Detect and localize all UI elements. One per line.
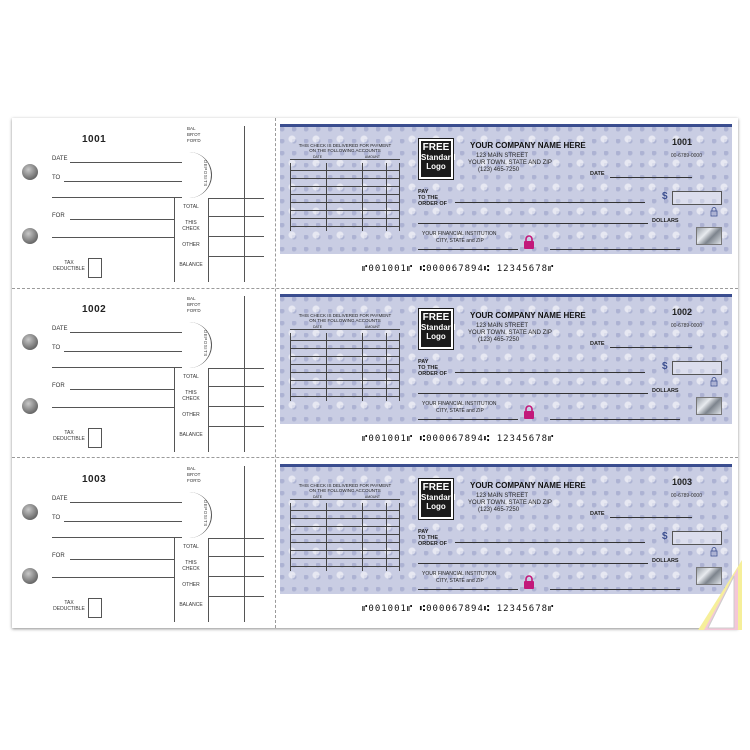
logo-line-1: FREE <box>422 312 450 323</box>
stub-other-label: OTHER <box>182 412 200 418</box>
free-standard-logo <box>419 139 456 179</box>
padlock-security-icon <box>710 377 718 387</box>
stub-divider <box>208 198 209 282</box>
check-body <box>280 124 732 254</box>
check-stub <box>12 118 274 286</box>
company-phone: (123) 465-7250 <box>478 167 520 173</box>
tax-deductible-box[interactable] <box>88 428 102 448</box>
ledger-column <box>326 503 327 571</box>
payee-line[interactable] <box>455 372 645 373</box>
date-line[interactable] <box>610 517 692 518</box>
bank-city: CITY, STATE and ZIP <box>436 578 484 584</box>
binder-hole <box>22 398 38 414</box>
binder-hole <box>22 164 38 180</box>
ledger-amount-header: AMOUNT <box>364 155 381 159</box>
company-address-2: YOUR TOWN, STATE AND ZIP <box>468 500 552 506</box>
date-label: DATE <box>590 341 605 347</box>
binder-hole <box>22 568 38 584</box>
stub-rule <box>208 576 264 577</box>
memo-line[interactable] <box>418 589 518 590</box>
logo-line-3: Logo <box>426 502 446 511</box>
logo-line-3: Logo <box>426 332 446 341</box>
logo-line-2: Standard <box>421 493 456 502</box>
company-name: YOUR COMPANY NAME HERE <box>470 311 586 320</box>
signature-line[interactable] <box>550 589 680 590</box>
check-number: 1002 <box>671 307 692 317</box>
micr-line: ⑈001001⑈ ⑆000067894⑆ 12345678⑈ <box>362 434 555 444</box>
stub-to-line[interactable] <box>64 351 182 352</box>
stub-divider <box>244 126 245 282</box>
stub-check-number: 1001 <box>82 134 107 145</box>
bank-name: YOUR FINANCIAL INSTITUTION <box>422 571 497 577</box>
stub-rule <box>208 426 264 427</box>
stub-tax-deductible-label: TAX DEDUCTIBLE <box>53 600 85 612</box>
binder-hole <box>22 228 38 244</box>
ledger-grid[interactable] <box>290 163 400 231</box>
deposits-label: DEPOSITS <box>203 330 208 357</box>
tax-deductible-box[interactable] <box>88 258 102 278</box>
stub-to-label: TO <box>52 515 61 521</box>
bank-city: CITY, STATE and ZIP <box>436 408 484 414</box>
stub-date-label: DATE <box>52 496 68 502</box>
hologram-security-icon <box>696 227 722 245</box>
stub-other-label: OTHER <box>182 582 200 588</box>
stub-to-line[interactable] <box>64 181 182 182</box>
stub-rule <box>208 198 264 199</box>
stub-for-line-2[interactable] <box>52 237 174 238</box>
amount-words-line[interactable] <box>418 223 648 224</box>
ledger <box>290 313 400 403</box>
ledger-column <box>362 333 363 401</box>
stub-for-line[interactable] <box>70 219 174 220</box>
stub-rule <box>208 556 264 557</box>
ledger-amount-header: AMOUNT <box>364 325 381 329</box>
stub-to-label: TO <box>52 175 61 181</box>
pay-to-label: PAY TO THE ORDER OF <box>418 359 448 377</box>
stub-total-label: TOTAL <box>183 544 199 550</box>
routing-fraction: 00-6789-0000 <box>670 493 702 499</box>
logo-line-2: Standard <box>421 153 456 162</box>
stub-tax-deductible-label: TAX DEDUCTIBLE <box>53 430 85 442</box>
deposits-label: DEPOSITS <box>203 160 208 187</box>
payee-line[interactable] <box>455 202 645 203</box>
payee-line[interactable] <box>455 542 645 543</box>
stub-rule <box>208 256 264 257</box>
stub-rule <box>208 406 264 407</box>
stub-date-label: DATE <box>52 156 68 162</box>
check-body <box>280 464 732 594</box>
tax-deductible-box[interactable] <box>88 598 102 618</box>
ledger-column <box>362 163 363 231</box>
ledger-header <box>290 155 400 160</box>
stub-divider <box>208 538 209 622</box>
deposits-label: DEPOSITS <box>203 500 208 527</box>
logo-line-1: FREE <box>422 482 450 493</box>
stub-tax-deductible-label: TAX DEDUCTIBLE <box>53 260 85 272</box>
logo-line-2: Standard <box>421 323 456 332</box>
stub-to-line-2[interactable] <box>52 537 182 538</box>
binder-hole <box>22 504 38 520</box>
pay-to-label: PAY TO THE ORDER OF <box>418 189 448 207</box>
company-address-1: 123 MAIN STREET <box>476 493 529 499</box>
padlock-security-icon <box>710 207 718 217</box>
stub-rule <box>208 386 264 387</box>
company-address-2: YOUR TOWN, STATE AND ZIP <box>468 160 552 166</box>
carbonless-copies-corner <box>698 560 742 630</box>
company-address-2: YOUR TOWN, STATE AND ZIP <box>468 330 552 336</box>
stub-this-check-label: THIS CHECK <box>182 390 200 402</box>
stub-for-line[interactable] <box>70 389 174 390</box>
stub-date-line[interactable] <box>70 332 182 333</box>
amount-box[interactable] <box>672 531 722 545</box>
stub-balance-label: BALANCE <box>179 262 203 268</box>
signature-line[interactable] <box>550 249 680 250</box>
company-phone: (123) 465-7250 <box>478 337 520 343</box>
stub-rule <box>208 236 264 237</box>
stub-this-check-label: THIS CHECK <box>182 560 200 572</box>
check-body <box>280 294 732 424</box>
ledger-grid[interactable] <box>290 333 400 401</box>
stub-for-line[interactable] <box>70 559 174 560</box>
stub-divider <box>174 368 175 452</box>
pay-to-label: PAY TO THE ORDER OF <box>418 529 448 547</box>
amount-words-line[interactable] <box>418 563 648 564</box>
stub-to-label: TO <box>52 345 61 351</box>
free-standard-logo <box>419 479 456 519</box>
binder-hole <box>22 334 38 350</box>
bank-name: YOUR FINANCIAL INSTITUTION <box>422 231 497 237</box>
stub-balance-label: BALANCE <box>179 432 203 438</box>
company-name: YOUR COMPANY NAME HERE <box>470 481 586 490</box>
date-label: DATE <box>590 511 605 517</box>
amount-box[interactable] <box>672 191 722 205</box>
free-standard-logo <box>419 309 456 349</box>
stub-divider <box>244 466 245 622</box>
date-line[interactable] <box>610 177 692 178</box>
company-name: YOUR COMPANY NAME HERE <box>470 141 586 150</box>
logo-line-1: FREE <box>422 142 450 153</box>
ledger-grid[interactable] <box>290 503 400 571</box>
stub-rule <box>208 596 264 597</box>
ledger-column <box>386 333 387 401</box>
white-copy <box>708 576 734 628</box>
dollars-label: DOLLARS <box>652 388 679 394</box>
ledger-date-header: DATE <box>312 325 323 329</box>
stub-rule <box>208 538 264 539</box>
company-phone: (123) 465-7250 <box>478 507 520 513</box>
stub-other-label: OTHER <box>182 242 200 248</box>
ledger-column <box>326 163 327 231</box>
memo-line[interactable] <box>418 249 518 250</box>
ledger-title: THIS CHECK IS DELIVERED FOR PAYMENT ON THE FOLLOWING ACCOUNTS <box>298 483 392 493</box>
logo-line-3: Logo <box>426 162 446 171</box>
check-stub <box>12 288 274 456</box>
stub-total-label: TOTAL <box>183 374 199 380</box>
ledger-header <box>290 495 400 500</box>
check-row <box>12 118 738 286</box>
memo-line[interactable] <box>418 419 518 420</box>
dollar-sign: $ <box>662 361 668 372</box>
lock-icon <box>522 575 536 589</box>
micr-line: ⑈001001⑈ ⑆000067894⑆ 12345678⑈ <box>362 264 555 274</box>
stub-check-number: 1002 <box>82 304 107 315</box>
stub-to-line-2[interactable] <box>52 197 182 198</box>
dollar-sign: $ <box>662 191 668 202</box>
bank-name: YOUR FINANCIAL INSTITUTION <box>422 401 497 407</box>
bal-brot-fwd-label: BAL BR'OT FOR'D <box>187 466 201 483</box>
ledger-column <box>386 503 387 571</box>
stub-for-label: FOR <box>52 553 65 559</box>
stub-rule <box>208 216 264 217</box>
stub-for-line-2[interactable] <box>52 407 174 408</box>
ledger-date-header: DATE <box>312 155 323 159</box>
check-row <box>12 288 738 456</box>
ledger-title: THIS CHECK IS DELIVERED FOR PAYMENT ON THE FOLLOWING ACCOUNTS <box>298 313 392 323</box>
stub-divider <box>174 198 175 282</box>
company-address-1: 123 MAIN STREET <box>476 153 529 159</box>
lock-icon <box>522 405 536 419</box>
routing-fraction: 00-6789-0000 <box>670 153 702 159</box>
ledger-amount-header: AMOUNT <box>364 495 381 499</box>
routing-fraction: 00-6789-0000 <box>670 323 702 329</box>
ledger <box>290 483 400 573</box>
check-row <box>12 458 738 626</box>
micr-line: ⑈001001⑈ ⑆000067894⑆ 12345678⑈ <box>362 604 555 614</box>
ledger-title: THIS CHECK IS DELIVERED FOR PAYMENT ON THE FOLLOWING ACCOUNTS <box>298 143 392 153</box>
ledger-column <box>386 163 387 231</box>
stub-check-number: 1003 <box>82 474 107 485</box>
bal-brot-fwd-label: BAL BR'OT FOR'D <box>187 296 201 313</box>
stub-this-check-label: THIS CHECK <box>182 220 200 232</box>
amount-box[interactable] <box>672 361 722 375</box>
stub-balance-label: BALANCE <box>179 602 203 608</box>
stub-date-label: DATE <box>52 326 68 332</box>
dollars-label: DOLLARS <box>652 558 679 564</box>
padlock-security-icon <box>710 547 718 557</box>
check-number: 1001 <box>671 137 692 147</box>
signature-line[interactable] <box>550 419 680 420</box>
amount-words-line[interactable] <box>418 393 648 394</box>
lock-icon <box>522 235 536 249</box>
ledger-column <box>326 333 327 401</box>
hologram-security-icon <box>696 397 722 415</box>
ledger-header <box>290 325 400 330</box>
dollar-sign: $ <box>662 531 668 542</box>
stub-to-line[interactable] <box>64 521 182 522</box>
check-number: 1003 <box>671 477 692 487</box>
stub-rule <box>208 368 264 369</box>
stub-for-line-2[interactable] <box>52 577 174 578</box>
stub-to-line-2[interactable] <box>52 367 182 368</box>
ledger-column <box>362 503 363 571</box>
company-address-1: 123 MAIN STREET <box>476 323 529 329</box>
ledger-date-header: DATE <box>312 495 323 499</box>
stub-total-label: TOTAL <box>183 204 199 210</box>
stub-date-line[interactable] <box>70 162 182 163</box>
stub-for-label: FOR <box>52 213 65 219</box>
stub-date-line[interactable] <box>70 502 182 503</box>
bank-city: CITY, STATE and ZIP <box>436 238 484 244</box>
check-stub <box>12 458 274 626</box>
date-line[interactable] <box>610 347 692 348</box>
check-sheet <box>12 118 738 628</box>
date-label: DATE <box>590 171 605 177</box>
stub-divider <box>244 296 245 452</box>
bal-brot-fwd-label: BAL BR'OT FOR'D <box>187 126 201 143</box>
dollars-label: DOLLARS <box>652 218 679 224</box>
stub-for-label: FOR <box>52 383 65 389</box>
stub-divider <box>208 368 209 452</box>
stub-divider <box>174 538 175 622</box>
ledger <box>290 143 400 233</box>
